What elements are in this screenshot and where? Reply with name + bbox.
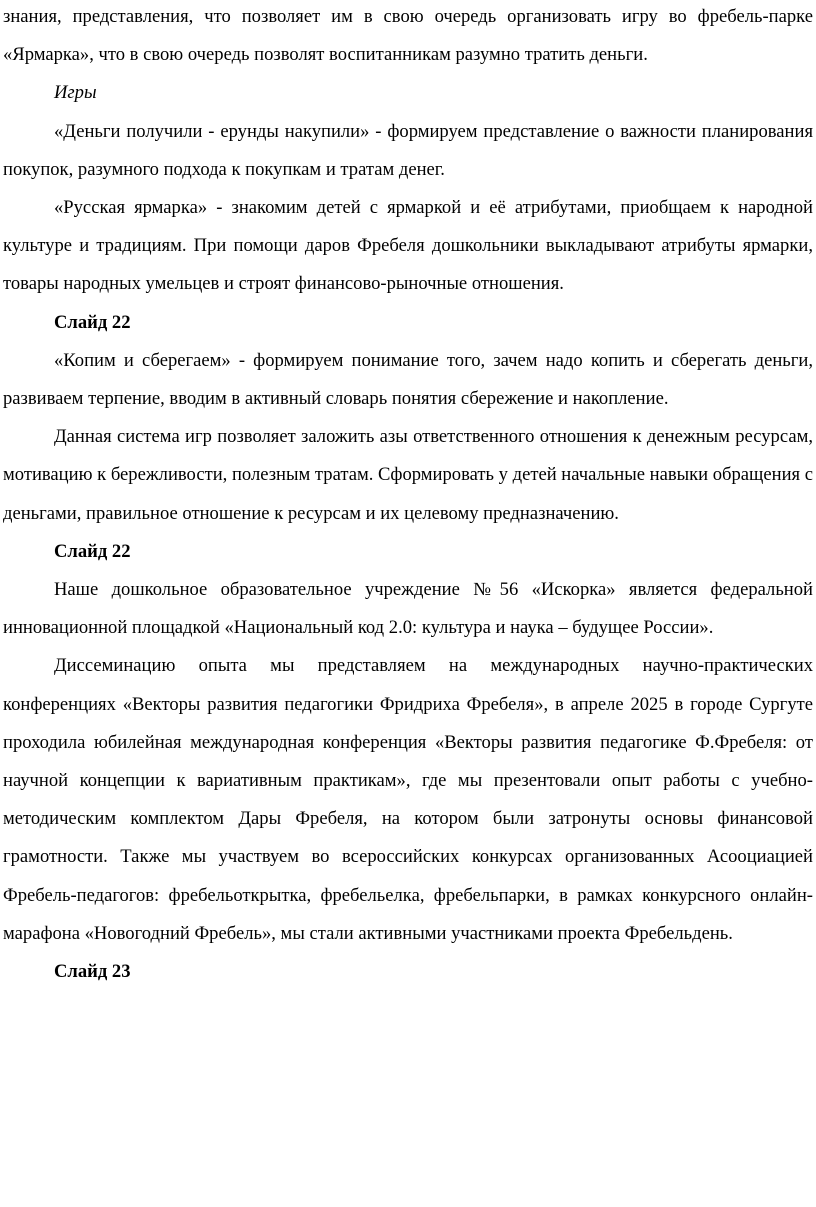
paragraph-continuation: знания, представления, что позволяет им в свою очередь организовать игру во фребель-парке «Ярмарка», что в свою очередь позволят воспитанникам разумно тратить деньги.	[3, 6, 813, 66]
paragraph-dissemination: Диссеминацию опыта мы представляем на международных научно-практических конференциях «Векторы развития педагогики Фридриха Фребеля», в апреле 2025 в городе Сургуте проходила юбилейная международная конференция «Векторы развития педагогике Ф.Фребеля: от научной концепции к вариативным практикам», где мы презентовали опыт работы с учебно-методическим комплектом Дары Фребеля, на котором были затронуты основы финансовой грамотности. Также мы участвуем во всероссийских конкурсах организованных Асооциацией Фребель-педагогов: фребельоткрытка, фребельелка, фребельпарки, в рамках конкурсного онлайн-марафона «Новогодний Фребель», мы стали активными участниками проекта Фребельдень.	[3, 655, 813, 944]
paragraph-game-money: «Деньги получили - ерунды накупили» - формируем представление о важности планирования покупок, разумного подхода к покупкам и тратам денег.	[3, 120, 813, 180]
section-heading-games: Игры	[54, 82, 97, 104]
paragraph-institution: Наше дошкольное образовательное учреждение №56 «Искорка» является федеральной инновационной площадкой «Национальный код 2.0: культура и наука – будущее России».	[3, 579, 813, 639]
slide-heading-22b: Слайд 22	[54, 540, 131, 562]
slide-heading-23: Слайд 23	[54, 961, 131, 983]
paragraph-game-saving: «Копим и сберегаем» - формируем понимание того, зачем надо копить и сберегать деньги, развиваем терпение, вводим в активный словарь понятия сбережение и накопление.	[3, 349, 813, 410]
slide-heading-22a: Слайд 22	[54, 311, 131, 333]
paragraph-game-fair: «Русская ярмарка» - знакомим детей с ярмаркой и её атрибутами, приобщаем к народной культуре и традициям. При помощи даров Фребеля дошкольники выкладывают атрибуты ярмарки, товары народных умельцев и строят финансово-рыночные отношения.	[3, 197, 813, 295]
paragraph-system-summary: Данная система игр позволяет заложить азы ответственного отношения к денежным ресурсам, мотивацию к бережливости, полезным тратам. Сформировать у детей начальные навыки обращения с деньгами, правильное отношение к ресурсам и их целевому предназначению.	[3, 426, 813, 524]
